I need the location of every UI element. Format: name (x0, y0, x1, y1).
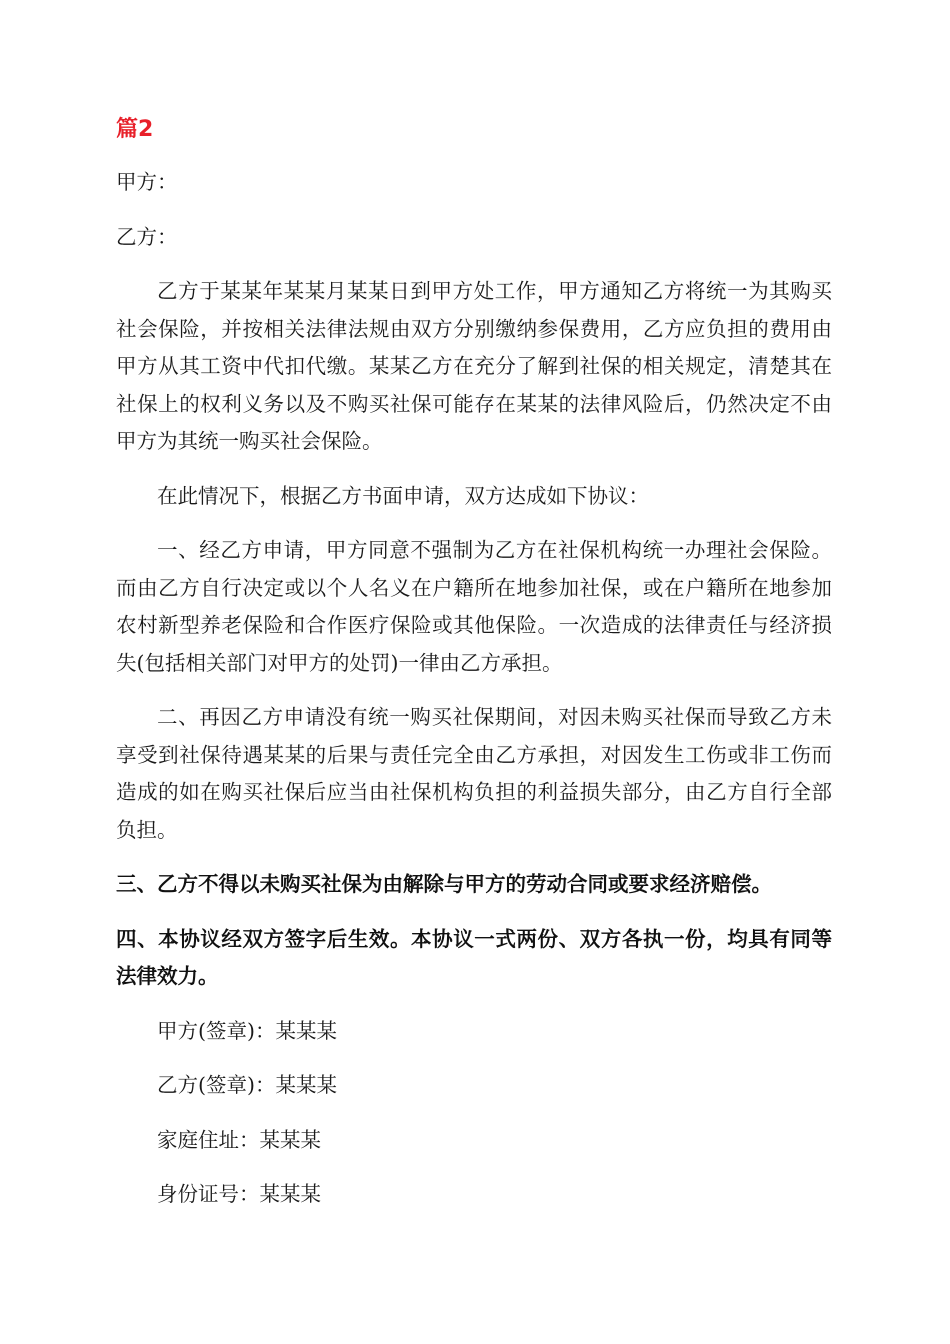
document-body (116, 112, 832, 1231)
home-address: 家庭住址：某某某 (157, 1127, 321, 1152)
party-a-label: 甲方： (116, 170, 178, 194)
agreement-intro: 在此情况下，根据乙方书面申请，双方达成如下协议： (157, 483, 649, 508)
signature-party-b: 乙方(签章)：某某某 (157, 1073, 337, 1097)
intro-paragraph: 乙方于某某年某某月某某日到甲方处工作，甲方通知乙方将统一为其购买社会保险，并按相关法律法规由双方分别缴纳参保费用，乙方应负担的费用由甲方从其工资中代扣代缴。某某乙方在充分了解到社保的相关规定，清楚其在社保上的权利义务以及不购买社保可能存在某某的法律风险后，仍然决定不由甲方为其统一购买社会保险。 (116, 279, 832, 453)
clause-four: 四、本协议经双方签字后生效。本协议一式两份、双方各执一份，均具有同等法律效力。 (116, 926, 832, 988)
party-b-label: 乙方： (116, 224, 178, 249)
section-heading: 篇2 (116, 117, 154, 142)
signature-party-a: 甲方(签章)：某某某 (157, 1018, 337, 1043)
clause-three: 三、乙方不得以未购买社保为由解除与甲方的劳动合同或要求经济赔偿。 (116, 872, 772, 896)
clause-one: 一、经乙方申请，甲方同意不强制为乙方在社保机构统一办理社会保险。而由乙方自行决定或以个人名义在户籍所在地参加社保，或在户籍所在地参加农村新型养老保险和合作医疗保险或其他保险。一次造成的法律责任与经济损失(包括相关部门对甲方的处罚)一律由乙方承担。 (116, 538, 832, 675)
id-number: 身份证号：某某某 (157, 1182, 321, 1206)
clause-two: 二、再因乙方申请没有统一购买社保期间，对因未购买社保而导致乙方未享受到社保待遇某某的后果与责任完全由乙方承担，对因发生工伤或非工伤而造成的如在购买社保后应当由社保机构负担的利益损失部分，由乙方自行全部负担。 (116, 705, 832, 842)
